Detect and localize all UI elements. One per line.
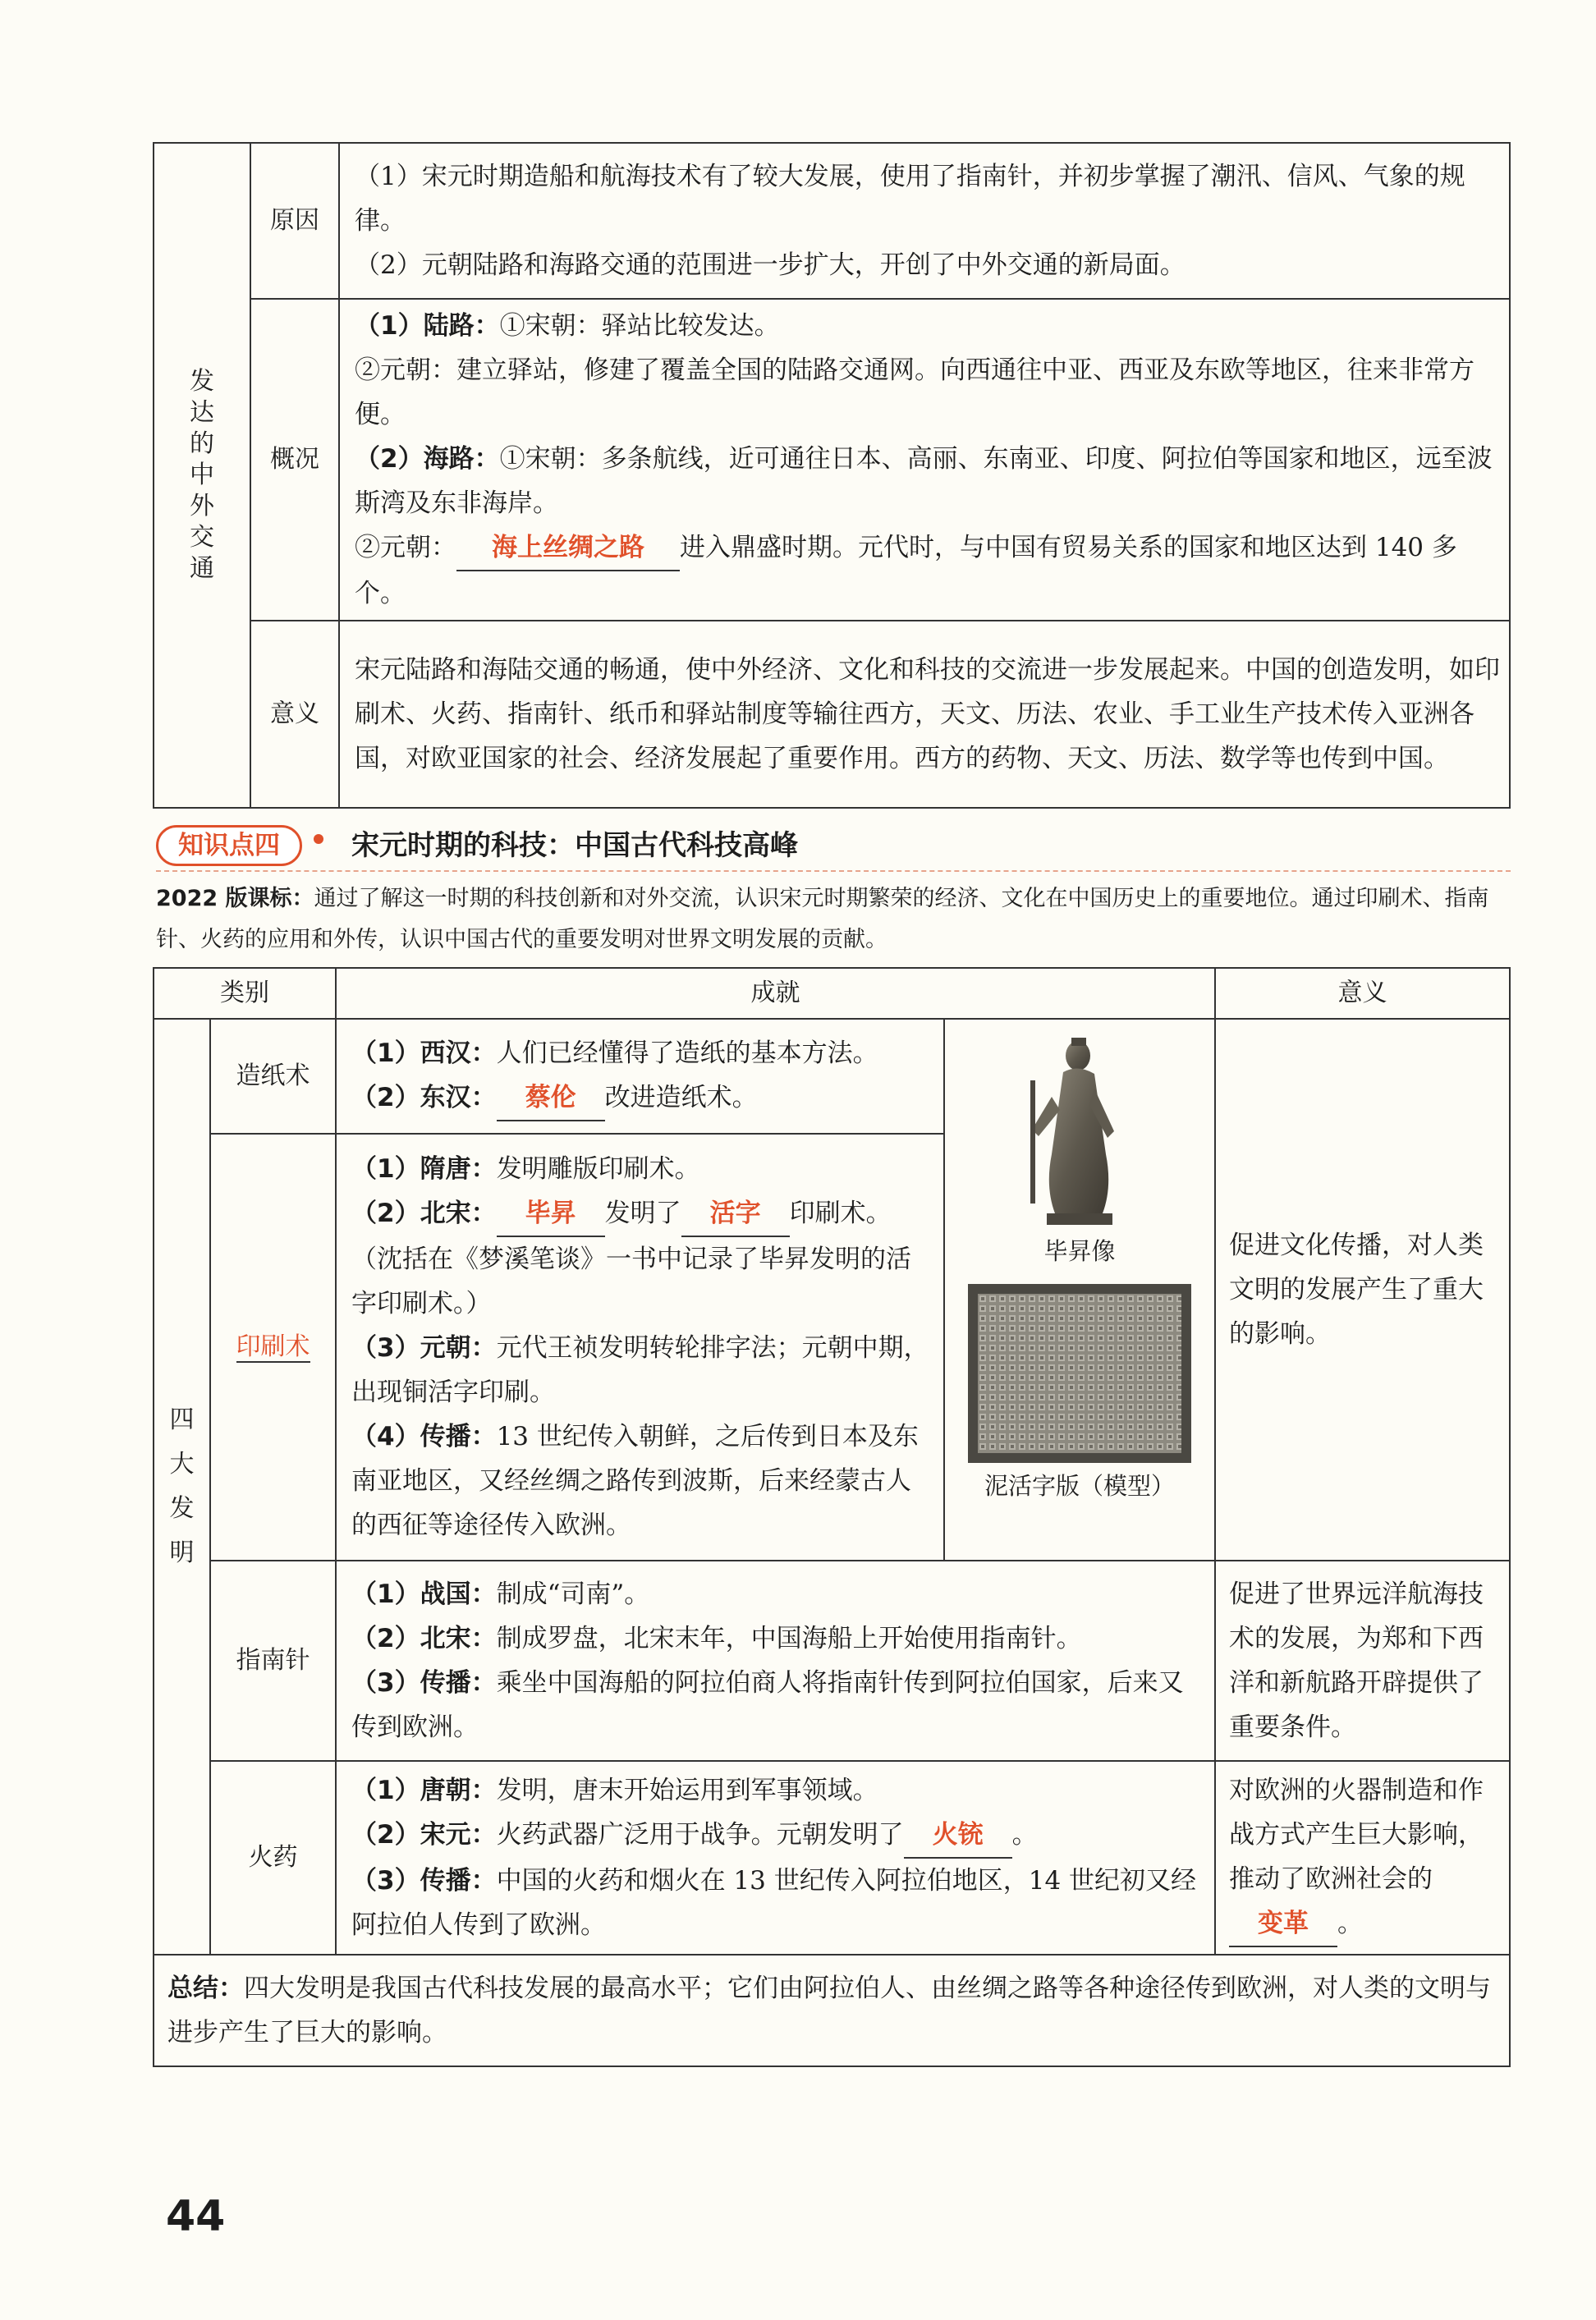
sea-song-line: （2）海路：①宋朝：多条航线，近可通往日本、高丽、东南亚、印度、阿拉伯等国家和地区，远至波斯湾及东非海岸。 bbox=[355, 444, 1493, 518]
header-significance: 意义 bbox=[1215, 968, 1510, 1019]
summary: 总结：四大发明是我国古代科技发展的最高水平；它们由阿拉伯人、由丝绸之路等各种途径传到欧洲，对人类的文明与进步产生了巨大的影响。 bbox=[154, 1955, 1510, 2066]
land-yuan-line: ②元朝：建立驿站，修建了覆盖全国的陆路交通网。向西通往中亚、西亚及东欧等地区，往来非常方便。 bbox=[355, 355, 1474, 429]
gunpowder-content: （1）唐朝：发明，唐末开始运用到军事领域。 （2）宋元：火药武器广泛用于战争。元朝发明了 火铳 。 （3）传播：中国的火药和烟火在 13 世纪传入阿拉伯地区，14 世纪初又经阿拉伯人传到了欧洲。 bbox=[336, 1761, 1215, 1955]
category-printing: 印刷术 bbox=[210, 1134, 336, 1561]
section-divider bbox=[156, 870, 1511, 872]
row-cause-label: 原因 bbox=[250, 143, 339, 299]
blank-bi-sheng: 毕昇 bbox=[497, 1191, 605, 1237]
category-compass: 指南针 bbox=[210, 1561, 336, 1761]
row-overview-label: 概况 bbox=[250, 299, 339, 621]
clay-movable-type-plate-image bbox=[968, 1284, 1191, 1463]
category-gunpowder: 火药 bbox=[210, 1761, 336, 1955]
caption-clay-type: 泥活字版（模型） bbox=[984, 1472, 1175, 1500]
row-overview-content bbox=[339, 299, 1510, 621]
knowledge-point-badge: 知识点四 bbox=[156, 825, 302, 866]
blank-maritime-silk-road: 海上丝绸之路 bbox=[456, 525, 680, 571]
sea-yuan-line: ②元朝： 海上丝绸之路 进入鼎盛时期。元代时，与中国有贸易关系的国家和地区达到 140 多个。 bbox=[355, 525, 1501, 616]
significance-paper-printing: 促进文化传播，对人类文明的发展产生了重大的影响。 bbox=[1215, 1019, 1510, 1561]
row-significance-label: 意义 bbox=[250, 621, 339, 808]
blank-fire-lance: 火铳 bbox=[904, 1813, 1012, 1859]
significance-compass: 促进了世界远洋航海技术的发展，为郑和下西洋和新航路开辟提供了重要条件。 bbox=[1215, 1561, 1510, 1761]
vertical-label-text: 发 达 的 中 外 交 通 bbox=[190, 367, 214, 583]
category-paper: 造纸术 bbox=[210, 1019, 336, 1134]
row-significance-content: 宋元陆路和海陆交通的畅通，使中外经济、文化和科技的交流进一步发展起来。中国的创造发明，如印刷术、火药、指南针、纸币和驿站制度等输往西方，天文、历法、农业、手工业生产技术传入亚洲各国，对欧亚国家的社会、经济发展起了重要作用。西方的药物、天文、历法、数学等也传到中国。 bbox=[339, 621, 1510, 808]
blank-reform: 变革 bbox=[1229, 1901, 1337, 1947]
transport-table bbox=[153, 142, 1511, 809]
land-song-line: （1）陆路：①宋朝：驿站比较发达。 bbox=[355, 311, 780, 341]
cause-line-2: （2）元朝陆路和海路交通的范围进一步扩大，开创了中外交通的新局面。 bbox=[355, 250, 1186, 280]
four-inventions-table bbox=[153, 967, 1511, 2067]
badge-dot-icon bbox=[314, 834, 323, 844]
knowledge-point-title: 宋元时期的科技：中国古代科技高峰 bbox=[351, 829, 798, 862]
page-number: 44 bbox=[166, 2192, 226, 2241]
curriculum-standard: 2022 版课标：通过了解这一时期的科技创新和对外交流，认识宋元时期繁荣的经济、文化在中国历史上的重要地位。通过印刷术、指南针、火药的应用和外传，认识中国古代的重要发明对世界文明发展的贡献。 bbox=[156, 886, 1489, 952]
header-category: 类别 bbox=[154, 968, 336, 1019]
cause-line-1: （1）宋元时期造船和航海技术有了较大发展，使用了指南针，并初步掌握了潮汛、信风、气象的规律。 bbox=[355, 162, 1465, 236]
compass-content: （1）战国：制成“司南”。 （2）北宋：制成罗盘，北宋末年，中国海船上开始使用指南针。 （3）传播：乘坐中国海船的阿拉伯商人将指南针传到阿拉伯国家，后来又传到欧洲。 bbox=[336, 1561, 1215, 1761]
section-label-four-inventions bbox=[154, 1019, 210, 1955]
header-achievement: 成就 bbox=[336, 968, 1215, 1019]
printing-images bbox=[944, 1019, 1215, 1561]
blank-movable-type: 活字 bbox=[681, 1191, 790, 1237]
printing-content: （1）隋唐：发明雕版印刷术。 （2）北宋： 毕昇 发明了 活字 印刷术。 （沈括在《梦溪笔谈》一书中记录了毕昇发明的活字印刷术。） （3）元朝：元代王祯发明转轮排字法；元朝中期，出现铜活字印刷。 （4）传播：13 世纪传入朝鲜，之后传到日本及东南亚地区，又经丝绸之路传到波斯，后来经蒙古人的西征等途径传入欧洲。 bbox=[336, 1134, 944, 1561]
caption-bi-sheng: 毕昇像 bbox=[1043, 1237, 1116, 1265]
paper-content: （1）西汉：人们已经懂得了造纸的基本方法。 （2）东汉： 蔡伦 改进造纸术。 bbox=[336, 1019, 944, 1134]
row-cause-content bbox=[339, 143, 1510, 299]
significance-gunpowder: 对欧洲的火器制造和作战方式产生巨大影响，推动了欧洲社会的变革 。 bbox=[1215, 1761, 1510, 1955]
section-label-transport bbox=[154, 143, 250, 808]
vertical-label-text: 四 大 发 明 bbox=[169, 1405, 195, 1567]
bi-sheng-statue-image bbox=[1014, 1031, 1145, 1228]
blank-cai-lun: 蔡伦 bbox=[497, 1075, 605, 1121]
